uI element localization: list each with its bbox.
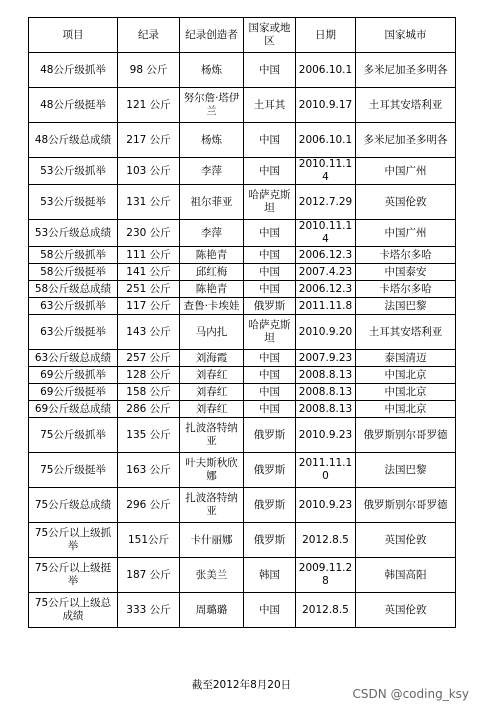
cell-country: 中国 [244,350,296,367]
cell-location: 法国巴黎 [356,453,456,488]
cell-country: 中国 [244,593,296,628]
cell-event: 75公斤级挺举 [29,453,118,488]
cell-country: 俄罗斯 [244,418,296,453]
cell-event: 53公斤级挺举 [29,185,118,220]
cell-event: 53公斤级抓举 [29,158,118,185]
cell-date: 2010.9.23 [296,488,356,523]
cell-country: 俄罗斯 [244,488,296,523]
cell-date: 2011.11.8 [296,298,356,315]
cell-record: 286 公斤 [118,401,180,418]
cell-country: 中国 [244,281,296,298]
table-row [29,350,456,367]
cell-location: 土耳其安塔利亚 [356,88,456,123]
cell-event: 48公斤级抓举 [29,53,118,88]
cell-event: 58公斤级抓举 [29,247,118,264]
table-row [29,247,456,264]
as-of-date-note: 截至2012年8月20日 [191,679,292,691]
cell-holder: 祖尔菲亚 [180,185,244,220]
cell-location: 卡塔尔多哈 [356,281,456,298]
cell-event: 58公斤级总成绩 [29,281,118,298]
cell-country: 中国 [244,384,296,401]
cell-record: 141 公斤 [118,264,180,281]
cell-holder: 陈艳青 [180,247,244,264]
table-row [29,298,456,315]
cell-location: 中国广州 [356,158,456,185]
col-header-country: 国家或地区 [244,18,296,53]
col-header-date: 日期 [296,18,356,53]
cell-location: 俄罗斯别尔哥罗德 [356,418,456,453]
cell-holder: 杨炼 [180,123,244,158]
cell-event: 63公斤级总成绩 [29,350,118,367]
cell-holder: 刘海霞 [180,350,244,367]
cell-date: 2010.9.17 [296,88,356,123]
col-header-record: 纪录 [118,18,180,53]
cell-holder: 李萍 [180,220,244,247]
cell-record: 217 公斤 [118,123,180,158]
cell-event: 75公斤以上级总成绩 [29,593,118,628]
col-header-event: 项目 [29,18,118,53]
cell-holder: 李萍 [180,158,244,185]
cell-holder: 查鲁·卡埃娃 [180,298,244,315]
cell-event: 69公斤级抓举 [29,367,118,384]
cell-event: 53公斤级总成绩 [29,220,118,247]
table-row [29,401,456,418]
cell-location: 韩国高阳 [356,558,456,593]
cell-holder: 刘春红 [180,384,244,401]
cell-record: 251 公斤 [118,281,180,298]
cell-record: 151公斤 [118,523,180,558]
cell-event: 48公斤级挺举 [29,88,118,123]
cell-date: 2008.8.13 [296,367,356,384]
cell-location: 英国伦敦 [356,185,456,220]
cell-record: 128 公斤 [118,367,180,384]
cell-record: 163 公斤 [118,453,180,488]
table-row [29,123,456,158]
cell-country: 中国 [244,247,296,264]
records-table [28,17,456,628]
cell-location: 卡塔尔多哈 [356,247,456,264]
cell-country: 中国 [244,123,296,158]
table-row [29,488,456,523]
cell-record: 103 公斤 [118,158,180,185]
cell-record: 158 公斤 [118,384,180,401]
cell-date: 2010.9.23 [296,418,356,453]
header-row [29,18,456,53]
table-row [29,523,456,558]
cell-date: 2007.4.23 [296,264,356,281]
table-row [29,53,456,88]
cell-country: 中国 [244,401,296,418]
cell-location: 法国巴黎 [356,298,456,315]
cell-date: 2006.10.1 [296,123,356,158]
cell-event: 75公斤级总成绩 [29,488,118,523]
cell-holder: 扎波洛特纳亚 [180,488,244,523]
cell-country: 中国 [244,220,296,247]
cell-country: 中国 [244,264,296,281]
cell-event: 75公斤以上级挺举 [29,558,118,593]
table-row [29,558,456,593]
cell-holder: 张美兰 [180,558,244,593]
cell-record: 230 公斤 [118,220,180,247]
cell-record: 333 公斤 [118,593,180,628]
cell-location: 中国北京 [356,401,456,418]
cell-date: 2012.8.5 [296,523,356,558]
cell-record: 187 公斤 [118,558,180,593]
cell-date: 2006.12.3 [296,247,356,264]
table-row [29,185,456,220]
col-header-location: 国家城市 [356,18,456,53]
cell-event: 63公斤级抓举 [29,298,118,315]
cell-event: 69公斤级总成绩 [29,401,118,418]
cell-date: 2008.8.13 [296,401,356,418]
cell-location: 多米尼加圣多明各 [356,53,456,88]
table-row [29,88,456,123]
cell-record: 121 公斤 [118,88,180,123]
cell-date: 2012.7.29 [296,185,356,220]
cell-location: 英国伦敦 [356,523,456,558]
cell-record: 98 公斤 [118,53,180,88]
table-row [29,315,456,350]
cell-date: 2010.11.14 [296,158,356,185]
cell-event: 63公斤级挺举 [29,315,118,350]
cell-location: 土耳其安塔利亚 [356,315,456,350]
cell-country: 土耳其 [244,88,296,123]
cell-country: 哈萨克斯坦 [244,315,296,350]
cell-holder: 陈艳青 [180,281,244,298]
cell-record: 111 公斤 [118,247,180,264]
table-row [29,220,456,247]
cell-country: 俄罗斯 [244,453,296,488]
cell-country: 俄罗斯 [244,523,296,558]
cell-date: 2009.11.28 [296,558,356,593]
watermark: CSDN @coding_ksy [352,687,469,701]
table-row [29,158,456,185]
cell-date: 2008.8.13 [296,384,356,401]
cell-location: 英国伦敦 [356,593,456,628]
cell-date: 2007.9.23 [296,350,356,367]
cell-country: 哈萨克斯坦 [244,185,296,220]
col-header-holder: 纪录创造者 [180,18,244,53]
cell-record: 296 公斤 [118,488,180,523]
cell-holder: 杨炼 [180,53,244,88]
cell-event: 75公斤以上级抓举 [29,523,118,558]
cell-location: 中国广州 [356,220,456,247]
cell-holder: 努尔詹·塔伊兰 [180,88,244,123]
cell-record: 143 公斤 [118,315,180,350]
cell-date: 2010.9.20 [296,315,356,350]
cell-date: 2006.12.3 [296,281,356,298]
table-row [29,281,456,298]
cell-location: 中国北京 [356,367,456,384]
cell-location: 俄罗斯别尔哥罗德 [356,488,456,523]
cell-country: 中国 [244,367,296,384]
cell-record: 131 公斤 [118,185,180,220]
cell-event: 75公斤级抓举 [29,418,118,453]
table-row [29,367,456,384]
table-row [29,418,456,453]
table-row [29,593,456,628]
cell-location: 中国泰安 [356,264,456,281]
cell-location: 泰国清迈 [356,350,456,367]
cell-country: 中国 [244,53,296,88]
cell-holder: 叶夫斯秋欣娜 [180,453,244,488]
cell-country: 中国 [244,158,296,185]
cell-date: 2010.11.14 [296,220,356,247]
cell-date: 2012.8.5 [296,593,356,628]
table-row [29,453,456,488]
cell-holder: 马内扎 [180,315,244,350]
cell-record: 117 公斤 [118,298,180,315]
cell-record: 135 公斤 [118,418,180,453]
cell-holder: 邱红梅 [180,264,244,281]
cell-event: 58公斤级挺举 [29,264,118,281]
records-body [29,53,456,628]
cell-event: 48公斤级总成绩 [29,123,118,158]
cell-record: 257 公斤 [118,350,180,367]
cell-location: 多米尼加圣多明各 [356,123,456,158]
cell-holder: 刘春红 [180,401,244,418]
table-row [29,264,456,281]
cell-date: 2006.10.1 [296,53,356,88]
cell-country: 俄罗斯 [244,298,296,315]
cell-location: 中国北京 [356,384,456,401]
cell-event: 69公斤级挺举 [29,384,118,401]
cell-date: 2011.11.10 [296,453,356,488]
cell-holder: 扎波洛特纳亚 [180,418,244,453]
cell-holder: 刘春红 [180,367,244,384]
cell-holder: 卡什丽娜 [180,523,244,558]
cell-holder: 周璐璐 [180,593,244,628]
cell-country: 韩国 [244,558,296,593]
table-row [29,384,456,401]
